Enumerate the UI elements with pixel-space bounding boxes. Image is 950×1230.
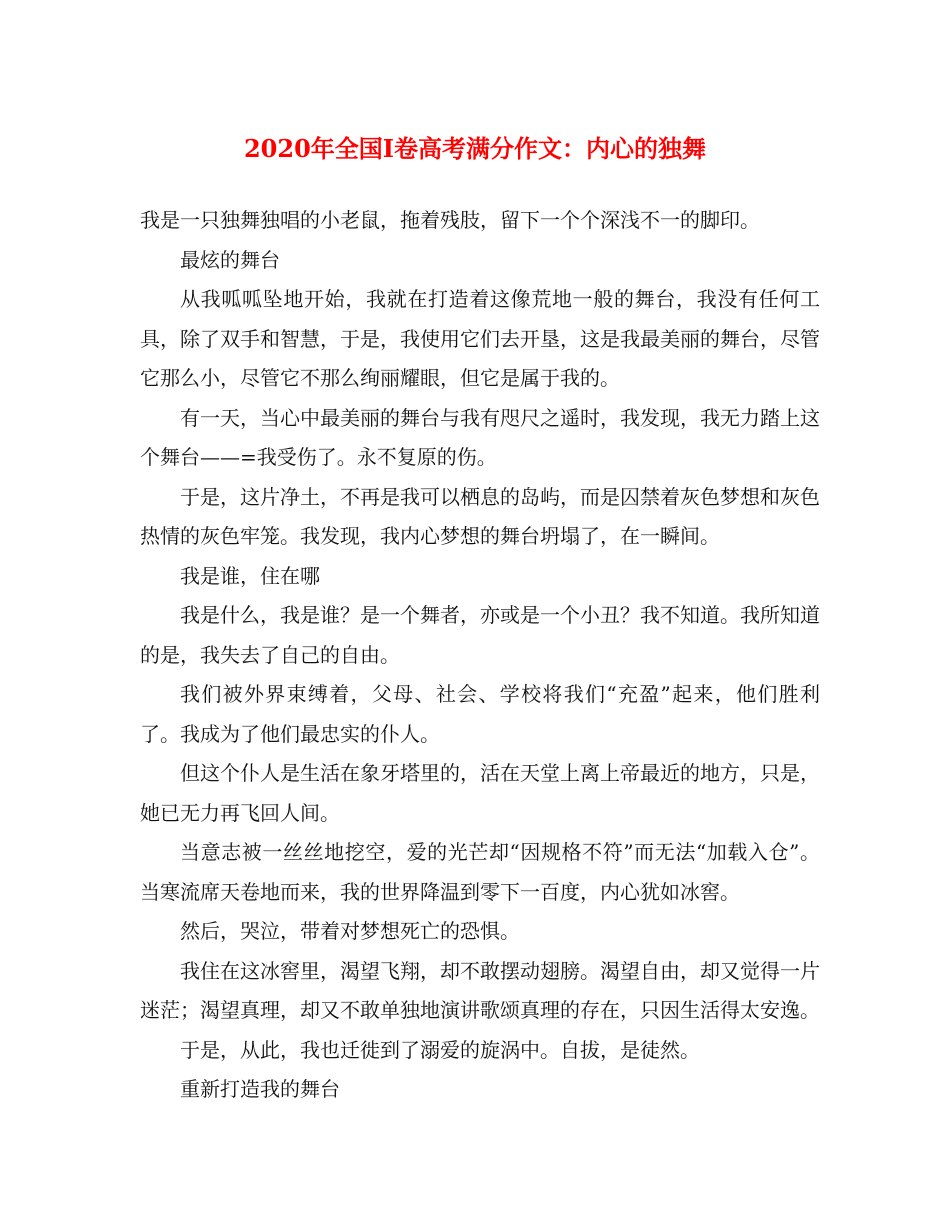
paragraph: 于是，从此，我也迁徙到了溺爱的旋涡中。自拔，是徒然。: [180, 1037, 700, 1062]
paragraph: 于是，这片净土，不再是我可以栖息的岛屿，而是囚禁着灰色梦想和灰色热情的灰色牢笼。我发现，我内心梦想的舞台坍塌了，在一瞬间。: [140, 484, 820, 548]
paragraph: 但这个仆人是生活在象牙塔里的，活在天堂上离上帝最近的地方，只是，她已无力再飞回人间。: [140, 761, 820, 825]
paragraph: 我住在这冰窖里，渴望飞翔，却不敢摆动翅膀。渴望自由，却又觉得一片迷茫；渴望真理，却又不敢单独地演讲歌颂真理的存在，只因生活得太安逸。: [140, 958, 820, 1022]
paragraph: 我是什么，我是谁？是一个舞者，亦或是一个小丑？我不知道。我所知道的是，我失去了自己的自由。: [140, 603, 820, 667]
paragraph: 有一天，当心中最美丽的舞台与我有咫尺之遥时，我发现，我无力踏上这个舞台——=我受伤了。永不复原的伤。: [140, 405, 820, 469]
paragraph: 当意志被一丝丝地挖空，爱的光芒却“因规格不符”而无法“加载入仓”。当寒流席天卷地而来，我的世界降温到零下一百度，内心犹如冰窖。: [140, 840, 820, 904]
essay-title: 2020年全国Ⅰ卷高考满分作文：内心的独舞: [243, 134, 707, 163]
paragraph: 我们被外界束缚着，父母、社会、学校将我们“充盈”起来，他们胜利了。我成为了他们最忠实的仆人。: [140, 682, 820, 746]
paragraph: 从我呱呱坠地开始，我就在打造着这像荒地一般的舞台，我没有任何工具，除了双手和智慧，于是，我使用它们去开垦，这是我最美丽的舞台，尽管它那么小，尽管它不那么绚丽耀眼，但它是属于我的。: [140, 287, 820, 390]
paragraph: 然后，哭泣，带着对梦想死亡的恐惧。: [180, 919, 520, 943]
paragraph: 我是一只独舞独唱的小老鼠，拖着残肢，留下一个个深浅不一的脚印。: [140, 208, 760, 232]
essay-body: [140, 201, 820, 1110]
section-heading: 我是谁，住在哪: [180, 563, 320, 588]
section-heading: 最炫的舞台: [180, 247, 280, 272]
section-heading: 重新打造我的舞台: [180, 1077, 340, 1101]
